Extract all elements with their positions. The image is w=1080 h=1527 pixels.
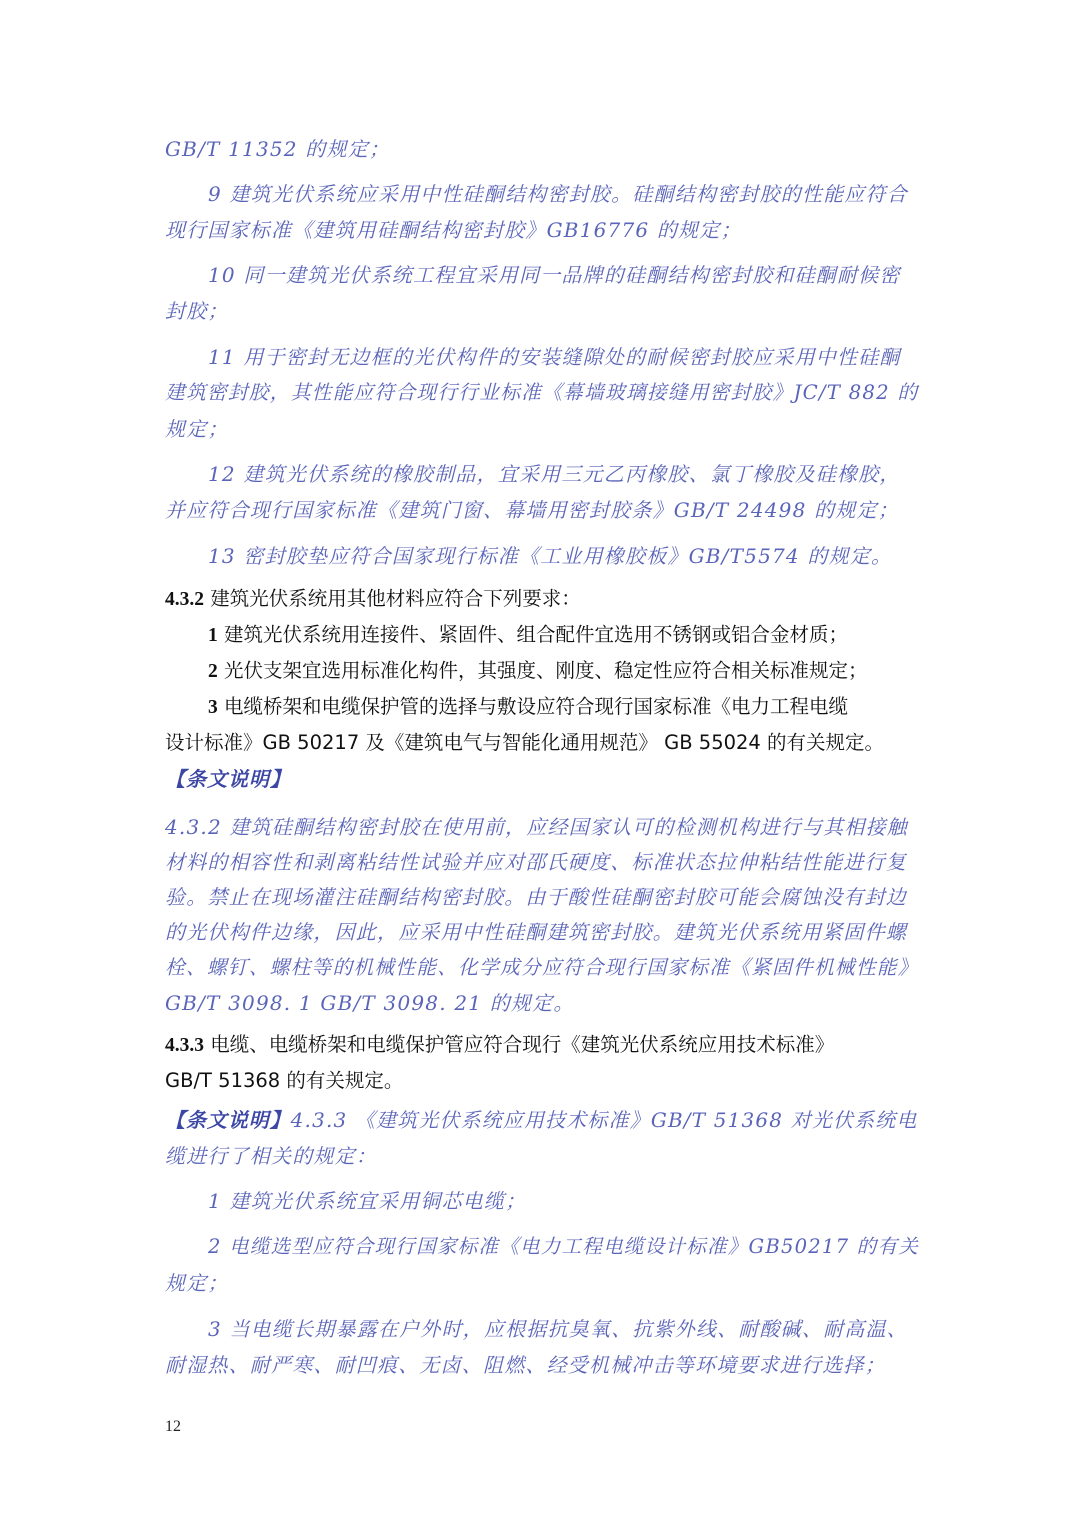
note-line: 材料的相容性和剥离粘结性试验并应对邵氏硬度、标准状态拉伸粘结性能进行复	[165, 850, 907, 874]
note-line: 栓、螺钉、螺柱等的机械性能、化学成分应符合现行国家标准《紧固件机械性能》	[165, 956, 919, 979]
item-number: 2	[208, 661, 218, 682]
explanation-line: 【条文说明】4.3.3 《建筑光伏系统应用技术标准》GB/T 51368 对光伏系统电	[165, 1108, 918, 1132]
note-line: 缆进行了相关的规定：	[165, 1144, 377, 1168]
note-line: 验。禁止在现场灌注硅酮结构密封胶。由于酸性硅酮密封胶可能会腐蚀没有封边	[165, 885, 907, 909]
note-line: 规定；	[165, 417, 229, 441]
clause-text: GB/T 51368 的有关规定。	[165, 1069, 404, 1092]
clause-item: 2 光伏支架宜选用标准化构件，其强度、刚度、稳定性应符合相关标准规定；	[208, 659, 868, 682]
clause-number: 4.3.2	[165, 589, 204, 610]
clause-text: 设计标准》GB 50217 及《建筑电气与智能化通用规范》 GB 55024 的有关规定。	[165, 731, 885, 754]
clause-item: 3 电缆桥架和电缆保护管的选择与敷设应符合现行国家标准《电力工程电缆	[208, 695, 848, 718]
note-line: 建筑密封胶，其性能应符合现行行业标准《幕墙玻璃接缝用密封胶》JC/T 882 的	[165, 381, 919, 404]
note-line: 13 密封胶垫应符合国家现行标准《工业用橡胶板》GB/T5574 的规定。	[208, 544, 893, 568]
explanation-label: 【条文说明】	[165, 767, 291, 791]
note-line: GB/T 3098. 1 GB/T 3098. 21 的规定。	[165, 991, 575, 1015]
note-line: 并应符合现行国家标准《建筑门窗、幕墙用密封胶条》GB/T 24498 的规定；	[165, 498, 899, 522]
note-line: 的光伏构件边缘，因此，应采用中性硅酮建筑密封胶。建筑光伏系统用紧固件螺	[165, 920, 907, 944]
explanation-label: 【条文说明】	[165, 1108, 291, 1132]
note-line: 3 当电缆长期暴露在户外时，应根据抗臭氧、抗紫外线、耐酸碱、耐高温、	[208, 1317, 908, 1341]
clause-heading: 4.3.3 电缆、电缆桥架和电缆保护管应符合现行《建筑光伏系统应用技术标准》	[165, 1033, 835, 1056]
note-line: GB/T 11352 的规定；	[165, 137, 391, 161]
note-line: 封胶；	[165, 299, 229, 323]
note-line: 11 用于密封无边框的光伏构件的安装缝隙处的耐候密封胶应采用中性硅酮	[208, 345, 901, 369]
item-number: 3	[208, 697, 218, 718]
note-line: 12 建筑光伏系统的橡胶制品，宜采用三元乙丙橡胶、氯丁橡胶及硅橡胶，	[208, 462, 901, 486]
note-line: 10 同一建筑光伏系统工程宜采用同一品牌的硅酮结构密封胶和硅酮耐候密	[208, 263, 901, 287]
item-number: 1	[208, 625, 218, 646]
note-line: 耐湿热、耐严寒、耐凹痕、无卤、阻燃、经受机械冲击等环境要求进行选择；	[165, 1353, 886, 1377]
note-line: 4.3.2 建筑硅酮结构密封胶在使用前，应经国家认可的检测机构进行与其相接触	[165, 815, 908, 839]
note-line: 9 建筑光伏系统应采用中性硅酮结构密封胶。硅酮结构密封胶的性能应符合	[208, 182, 908, 206]
clause-heading: 4.3.2 建筑光伏系统用其他材料应符合下列要求：	[165, 587, 581, 610]
note-line: 1 建筑光伏系统宜采用铜芯电缆；	[208, 1189, 527, 1213]
page-number: 12	[165, 1418, 181, 1435]
note-line: 2 电缆选型应符合现行国家标准《电力工程电缆设计标准》GB50217 的有关	[208, 1235, 920, 1258]
clause-item: 1 建筑光伏系统用连接件、紧固件、组合配件宜选用不锈钢或铝合金材质；	[208, 623, 848, 646]
note-line: 现行国家标准《建筑用硅酮结构密封胶》GB16776 的规定；	[165, 218, 742, 242]
clause-number: 4.3.3	[165, 1035, 204, 1056]
note-line: 规定；	[165, 1271, 229, 1295]
